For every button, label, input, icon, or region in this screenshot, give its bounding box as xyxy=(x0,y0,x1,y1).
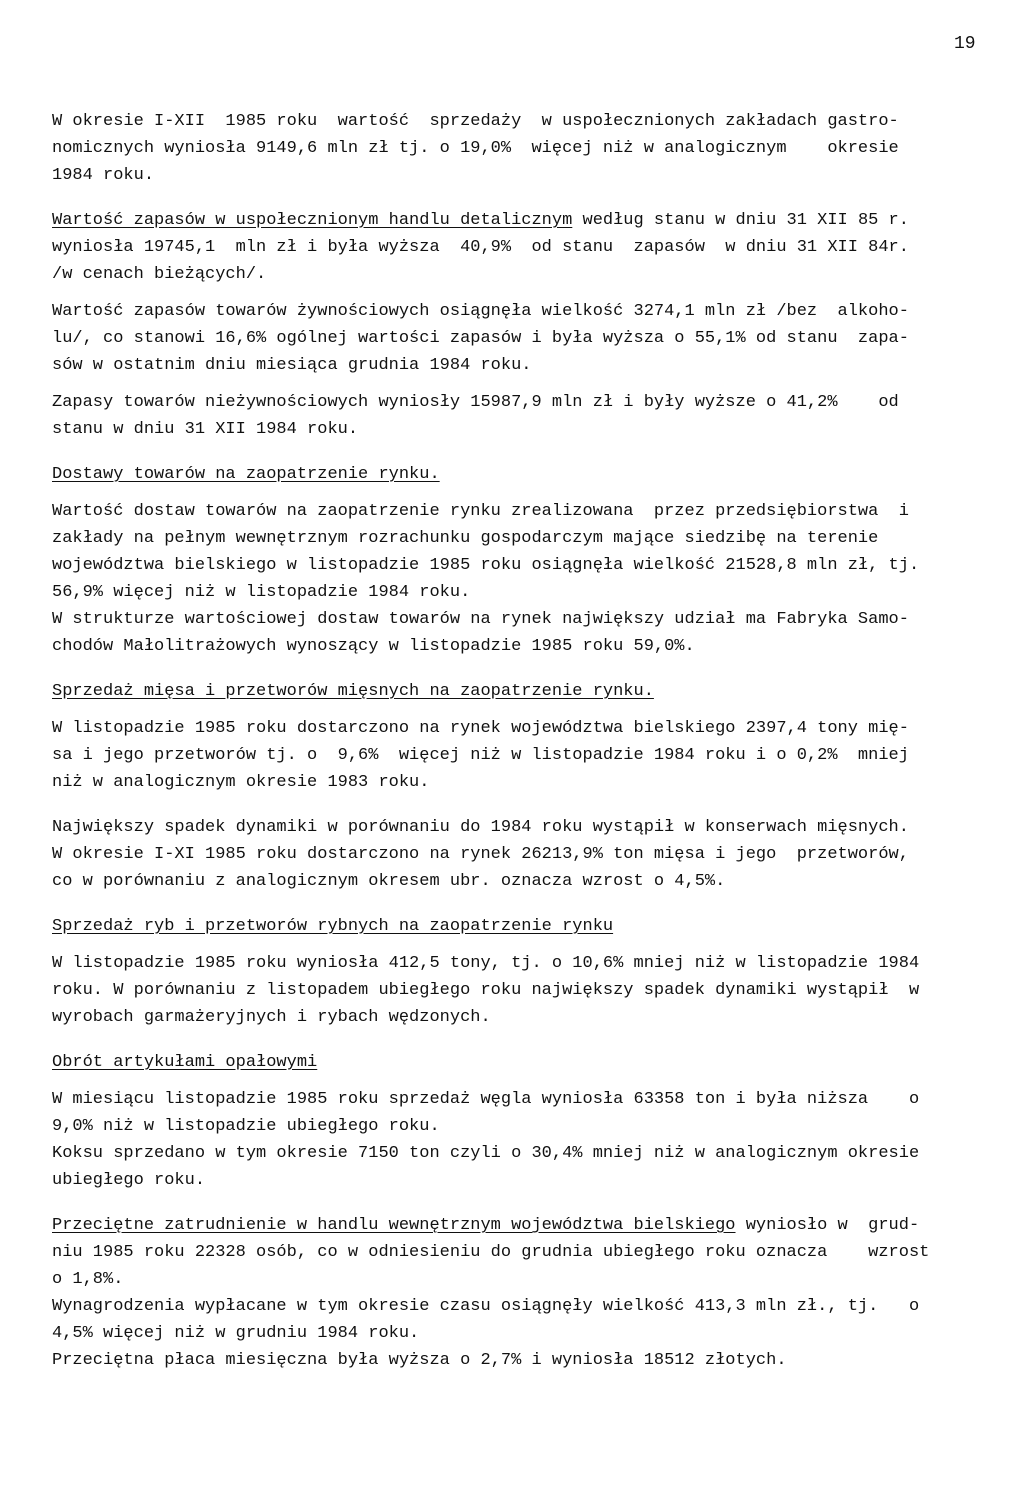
paragraph-gastronomy-sales xyxy=(52,108,972,189)
paragraph-meat xyxy=(52,715,972,796)
paragraph-nonfood-stock xyxy=(52,389,972,443)
text-line: W miesiącu listopadzie 1985 roku sprzedaż węgla wyniosła 63358 ton i była niższa o xyxy=(52,1090,920,1109)
paragraph-fuel xyxy=(52,1086,972,1194)
text-line: W strukturze wartościowej dostaw towarów na rynek największy udział ma Fabryka Samo- xyxy=(52,610,909,629)
text-line: Przeciętna płaca miesięczna była wyższa o 2,7% i wyniosła 18512 złotych. xyxy=(52,1351,787,1370)
text-line: sa i jego przetworów tj. o 9,6% więcej niż w listopadzie 1984 roku i o 0,2% mniej xyxy=(52,746,909,765)
text-line: co w porównaniu z analogicznym okresem ubr. oznacza wzrost o 4,5%. xyxy=(52,872,726,891)
text-line: 1984 roku. xyxy=(52,166,155,185)
text-line: W listopadzie 1985 roku wyniosła 412,5 tony, tj. o 10,6% mniej niż w listopadzie 1984 xyxy=(52,954,920,973)
text-line: W okresie I-XI 1985 roku dostarczono na rynek 26213,9% ton mięsa i jego przetworów, xyxy=(52,845,909,864)
document-body xyxy=(52,108,972,1374)
page-number: 19 xyxy=(954,34,976,54)
section-heading-employment: Przeciętne zatrudnienie w handlu wewnętrznym województwa bielskiego xyxy=(52,1216,736,1235)
section-heading-deliveries: Dostawy towarów na zaopatrzenie rynku. xyxy=(52,465,440,484)
section-heading-fish: Sprzedaż ryb i przetworów rybnych na zaopatrzenie rynku xyxy=(52,917,614,936)
text-line: 9,0% niż w listopadzie ubiegłego roku. xyxy=(52,1117,440,1136)
text-line: ubiegłego roku. xyxy=(52,1171,206,1190)
text-line: niu 1985 roku 22328 osób, co w odniesieniu do grudnia ubiegłego roku oznacza wzrost xyxy=(52,1243,930,1262)
text-line xyxy=(52,207,972,234)
paragraph-employment xyxy=(52,1212,972,1374)
paragraph-deliveries xyxy=(52,498,972,660)
paragraph-food-stock xyxy=(52,298,972,379)
text-line-rest: według stanu w dniu 31 XII 85 r. xyxy=(572,211,909,230)
text-line: 4,5% więcej niż w grudniu 1984 roku. xyxy=(52,1324,420,1343)
text-line xyxy=(52,1212,972,1239)
text-line: województwa bielskiego w listopadzie 1985 roku osiągnęła wielkość 21528,8 mln zł, tj. xyxy=(52,556,920,575)
text-line: Największy spadek dynamiki w porównaniu do 1984 roku wystąpił w konserwach mięsnych. xyxy=(52,818,909,837)
text-line: wyrobach garmażeryjnych i rybach wędzonych. xyxy=(52,1008,491,1027)
section-heading-meat: Sprzedaż mięsa i przetworów mięsnych na zaopatrzenie rynku. xyxy=(52,682,654,701)
text-line: sów w ostatnim dniu miesiąca grudnia 1984 roku. xyxy=(52,356,532,375)
text-line: roku. W porównaniu z listopadem ubiegłego roku największy spadek dynamiki wystąpił w xyxy=(52,981,920,1000)
text-line: 56,9% więcej niż w listopadzie 1984 roku. xyxy=(52,583,471,602)
text-line: o 1,8%. xyxy=(52,1270,124,1289)
text-line: Wartość dostaw towarów na zaopatrzenie rynku zrealizowana przez przedsiębiorstwa i xyxy=(52,502,909,521)
paragraph-stock-value xyxy=(52,207,972,288)
text-line: W listopadzie 1985 roku dostarczono na rynek województwa bielskiego 2397,4 tony mię- xyxy=(52,719,909,738)
text-line: chodów Małolitrażowych wynoszący w listopadzie 1985 roku 59,0%. xyxy=(52,637,695,656)
text-line: /w cenach bieżących/. xyxy=(52,265,267,284)
text-line: nomicznych wyniosła 9149,6 mln zł tj. o 19,0% więcej niż w analogicznym okresie xyxy=(52,139,899,158)
text-line: Koksu sprzedano w tym okresie 7150 ton czyli o 30,4% mniej niż w analogicznym okresie xyxy=(52,1144,920,1163)
text-line: wyniosła 19745,1 mln zł i była wyższa 40,9% od stanu zapasów w dniu 31 XII 84r. xyxy=(52,238,909,257)
text-line: zakłady na pełnym wewnętrznym rozrachunku gospodarczym mające siedzibę na terenie xyxy=(52,529,879,548)
section-heading-stock: Wartość zapasów w uspołecznionym handlu detalicznym xyxy=(52,211,573,230)
text-line: lu/, co stanowi 16,6% ogólnej wartości zapasów i była wyższa o 55,1% od stanu zapa- xyxy=(52,329,909,348)
section-heading-fuel: Obrót artykułami opałowymi xyxy=(52,1053,318,1072)
text-line: niż w analogicznym okresie 1983 roku. xyxy=(52,773,430,792)
paragraph-fish xyxy=(52,950,972,1031)
paragraph-meat-dynamics xyxy=(52,814,972,895)
text-line-rest: wyniosło w grud- xyxy=(735,1216,920,1235)
text-line: Wynagrodzenia wypłacane w tym okresie czasu osiągnęły wielkość 413,3 mln zł., tj. o xyxy=(52,1297,920,1316)
text-line: stanu w dniu 31 XII 1984 roku. xyxy=(52,420,359,439)
text-line: Wartość zapasów towarów żywnościowych osiągnęła wielkość 3274,1 mln zł /bez alkoho- xyxy=(52,302,909,321)
text-line: W okresie I-XII 1985 roku wartość sprzedaży w uspołecznionych zakładach gastro- xyxy=(52,112,899,131)
text-line: Zapasy towarów nieżywnościowych wyniosły 15987,9 mln zł i były wyższe o 41,2% od xyxy=(52,393,899,412)
